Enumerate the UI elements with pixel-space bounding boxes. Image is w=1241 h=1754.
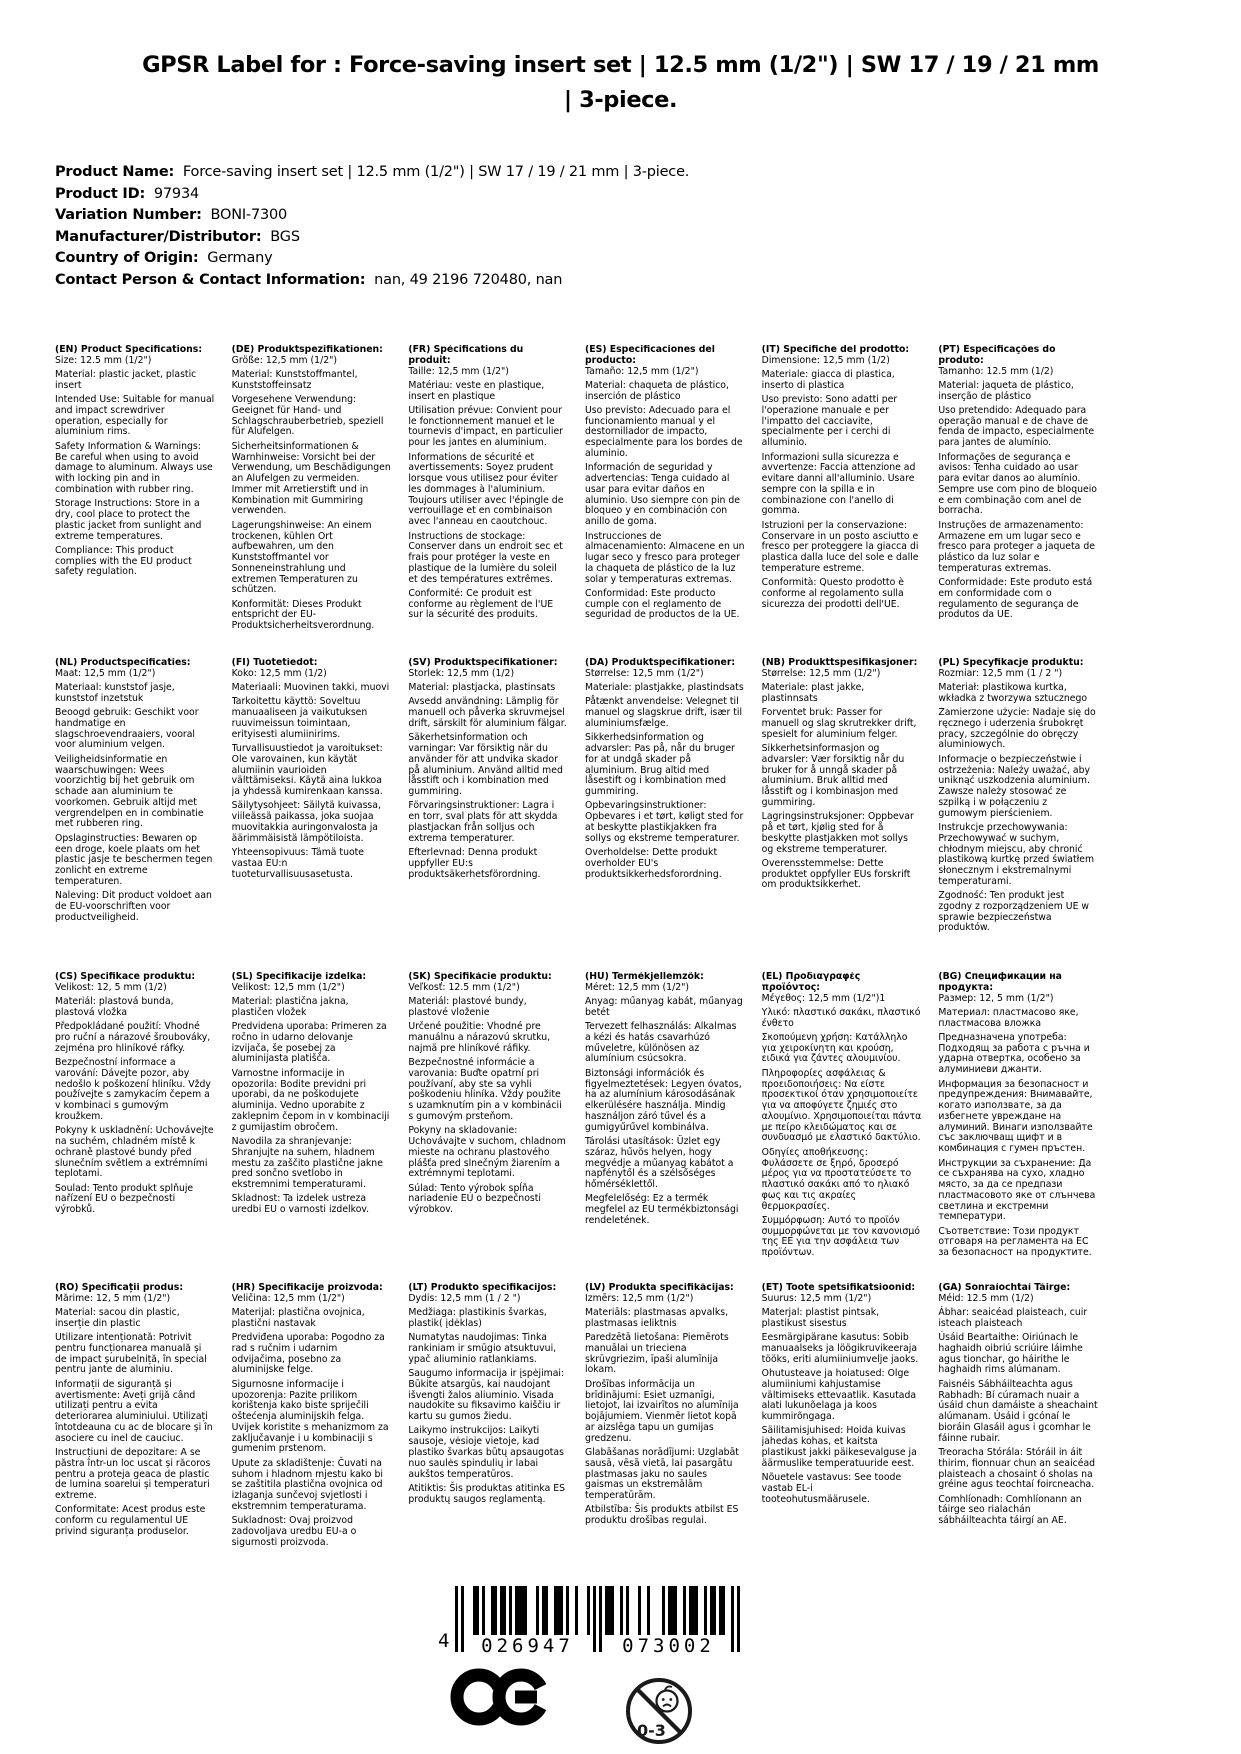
lang-block-heading: (HU) Termékjellemzők: (585, 972, 704, 982)
lang-block-paragraph: Utilisation prévue: Convient pour le fonctionnement manuel et le tournevis d'impact, en particulier pour les jantes en aluminium. (408, 404, 563, 449)
lang-block-paragraph: Mărime: 12, 5 mm (1/2") (55, 1292, 171, 1304)
product-info-label: Product ID: (55, 185, 146, 202)
lang-block-paragraph: Conformité: Ce produit est conforme au règlement de l'UE sur la sécurité des produits. (408, 587, 554, 621)
lang-block-fr (408, 345, 568, 658)
lang-block-paragraph: Påtænkt anvendelse: Velegnet til manuel og slagskrue drift, især til aluminiumsfælge. (585, 696, 743, 729)
lang-block-es (585, 345, 745, 658)
lang-block-heading: (LT) Produkto specifikacijos: (408, 1283, 557, 1293)
lang-block-paragraph: Materiál: plastové bundy, plastové vloženie (408, 996, 527, 1018)
lang-block-paragraph: Bezpečnostné informácie a varovania: Buďte opatrní pri používaní, aby ste sa vyhli poškodeniu hliníka. Vždy použite s uzamknutím pin a v kombinácii s gumovým prsteňom. (408, 1056, 562, 1122)
lang-block-paragraph: Informações de segurança e avisos: Tenha cuidado ao usar para evitar danos ao alumínio. Sempre use com pino de bloqueio e em combinação com anel de borracha. (938, 451, 1097, 517)
lang-block-paragraph: Tervezett felhasználás: Alkalmas a kézi és hatás csavarhúzó műveletre, különösen az alumínium csúcsokra. (585, 1021, 737, 1065)
lang-block-paragraph: Σκοπούμενη χρήση: Κατάλληλο για χειροκίνητη και κρούση, ειδικά για ζάντες αλουμινίου. (761, 1031, 908, 1065)
lang-block-paragraph: Overensstemmelse: Dette produktet oppfyller EUs forskrift om produktsikkerhet. (761, 857, 911, 891)
product-info-row (55, 205, 689, 227)
lang-block-paragraph: Sikkerhetsinformasjon og advarsler: Vær forsiktig når du bruker for å unngå skader på aluminium. Bruk alltid med låsstift og i kombinasjon med gummiring. (761, 742, 905, 808)
lang-block-paragraph: Conformitate: Acest produs este conform cu regulamentul UE privind siguranța produselor. (55, 1504, 206, 1537)
lang-block-paragraph: Soulad: Tento produkt splňuje nařízení EU o bezpečnosti výrobků. (55, 1182, 194, 1216)
lang-block-paragraph: Förvaringsinstruktioner: Lagra i en torr, sval plats för att skydda plastjackan från solljus och extrema temperaturer. (408, 800, 558, 844)
lang-block-paragraph: Säilytysohjeet: Säilytä kuivassa, viileässä paikassa, joka suojaa muovitakkia auringonvalosta ja äärimmäisistä lämpötiloista. (231, 800, 381, 844)
lang-block-paragraph: Размер: 12, 5 mm (1/2") (938, 992, 1054, 1004)
product-info-label: Contact Person & Contact Information: (55, 271, 366, 288)
lang-block-paragraph: Opslaginstructies: Bewaren op een droge, koele plaats om het plastic jasje te beschermen tegen zonlicht en extreme temperaturen. (55, 832, 213, 887)
age-warning-icon (620, 1670, 698, 1752)
lang-block-paragraph: Materiaal: kunststof jasje, kunststof inzetstuk (55, 682, 175, 704)
lang-block-et (762, 1283, 922, 1548)
lang-block-paragraph: Turvallisuustiedot ja varoitukset: Ole varovainen, kun käytät alumiinin vaurioiden välttämiseksi. Käytä aina lukkoa ja yhdessä kumirenkaan kanssa. (231, 742, 383, 798)
lang-block-paragraph: Lagringsinstruksjoner: Oppbevar på et tørt, kjølig sted for å beskytte plastjakken mot sollys og ekstreme temperaturer. (761, 811, 914, 855)
lang-block-paragraph: Uso previsto: Adecuado para el funcionamiento manual y el destornillador de impacto, especialmente para los bordes de aluminio. (585, 404, 743, 460)
lang-block-paragraph: Material: plastic jacket, plastic insert (55, 369, 197, 391)
lang-block-paragraph: Atitiktis: Šis produktas atitinka ES produktų saugos reglamentą. (408, 1482, 566, 1505)
lang-block-ga (938, 1283, 1098, 1548)
lang-block-paragraph: Varnostne informacije in opozorila: Bodite previdni pri uporabi, da ne poškodujete aluminija. Vedno uporabite z zaklepnim čepom in v kombinaciji z gumijastim obročem. (231, 1067, 390, 1133)
lang-block-paragraph: Instrukcje przechowywania: Przechowywać w suchym, chłodnym miejscu, aby chronić plastikową kurtkę przed światłem słonecznym i ekstremalnymi temperaturami. (938, 821, 1095, 887)
lang-block-paragraph: Ohutusteave ja hoiatused: Olge alumiiniumi kahjustamise vältimiseks ettevaatlik. Kasutada alati lukunõelaga ja koos kummirõngaga. (761, 1367, 917, 1423)
lang-block-heading: (SK) Špecifikácie produktu: (408, 972, 552, 982)
lang-block-paragraph: Atbilstība: Šis produkts atbilst ES produktu drošības regulai. (585, 1504, 739, 1527)
lang-block-paragraph: Naleving: Dit product voldoet aan de EU-voorschriften voor productveiligheid. (55, 890, 212, 923)
lang-block-paragraph: Informații de siguranță și avertismente: Aveți grijă când utilizați pentru a evita deteriorarea aluminiului. Utilizați întotdeauna cu ac de blocare și în asociere cu inel de cauciuc. (55, 1378, 213, 1444)
product-info-value: Germany (198, 250, 273, 266)
product-info-label: Manufacturer/Distributor: (55, 228, 262, 245)
lang-block-paragraph: Úsáid Beartaithe: Oiriúnach le haghaidh oibriú scriúire láimhe agus tionchar, go háirithe le haghaidh rims alúmanam. (938, 1332, 1083, 1376)
lang-block-paragraph: Izmērs: 12,5 mm (1/2") (585, 1292, 694, 1304)
lang-block-paragraph: Materiál: plastová bunda, plastová vložka (55, 996, 174, 1018)
lang-block-paragraph: Materiale: giacca di plastica, inserto di plastica (761, 369, 895, 391)
lang-block-paragraph: Veličina: 12,5 mm (1/2") (231, 1292, 345, 1304)
lang-block-paragraph: Material: Kunststoffmantel, Kunststoffeinsatz (231, 369, 358, 391)
lang-block-paragraph: Megfelelőség: Ez a termék megfelel az EU termékbiztonsági rendeletének. (585, 1193, 739, 1226)
language-grid (55, 345, 1098, 1548)
product-info-row (55, 162, 689, 184)
product-info-row (55, 227, 689, 249)
product-info-value: Force-saving insert set | 12.5 mm (1/2") | SW 17 / 19 / 21 mm | 3-piece. (174, 164, 690, 180)
lang-block-paragraph: Intended Use: Suitable for manual and impact screwdriver operation, especially for aluminium rims. (55, 394, 215, 438)
lang-block-paragraph: Instruções de armazenamento: Armazene em um lugar seco e fresco para proteger a jaqueta de plástico da luz solar e temperaturas extremas. (938, 519, 1095, 574)
lang-block-paragraph: Съответствие: Този продукт отговаря на регламента на ЕС за безопасност на продуктите. (938, 1225, 1092, 1259)
lang-block-paragraph: Bezpečnostní informace a varování: Dávejte pozor, aby nedošlo k poškození hliníku. Vždy používejte s zamykacím čepem a v kombinaci s gumovým kroužkem. (55, 1056, 211, 1122)
lang-block-paragraph: Tarkoitettu käyttö: Soveltuu manuaaliseen ja vaikutuksen ruuvimeissun toimintaan, erityisesti alumiinirims. (231, 696, 368, 740)
product-info-value: BONI-7300 (201, 207, 288, 223)
lang-block-paragraph: Rozmiar: 12,5 mm (1 / 2 ") (938, 667, 1063, 679)
lang-block-paragraph: Faisnéis Sábháilteachta agus Rabhadh: Bí cúramach nuair a úsáid chun damáiste a sheachaint alúmanam. Úsáid i gcónaí le bioráin Glasáil agus i gcomhar le fáinne rubair. (938, 1378, 1098, 1444)
product-info-value: BGS (261, 228, 300, 245)
lang-block-paragraph: Navodila za shranjevanje: Shranjujte na suhem, hladnem mestu za zaščito plastične jakne pred sončno svetlobo in ekstremnimi temperaturami. (231, 1135, 383, 1191)
lang-block-sl (232, 972, 392, 1283)
lang-block-paragraph: Medžiaga: plastikinis švarkas, plastik( įdėklas) (408, 1307, 547, 1329)
baby-face-icon (657, 1691, 678, 1712)
lang-block-heading: (PT) Especificações do produto: (938, 345, 1056, 366)
lang-block-paragraph: Compliance: This product complies with the EU product safety regulation. (55, 544, 192, 578)
lang-block-paragraph: Größe: 12,5 mm (1/2") (231, 354, 338, 366)
ce-mark-label (0, 0, 1, 1)
lang-block-paragraph: Efterlevnad: Denna produkt uppfyller EU:s produktsäkerhetsförordning. (408, 847, 541, 880)
lang-block-heading: (HR) Specifikacije proizvoda: (231, 1283, 383, 1293)
lang-block-paragraph: Nõuetele vastavus: See toode vastab EL-i tooteohutusmäärusele. (761, 1472, 902, 1505)
lang-block-el (762, 972, 922, 1283)
lang-block-paragraph: Pokyny k uskladnění: Uchovávejte na suchém, chladném místě k ochraně plastové bundy před slunečním světlem a extrémními teplotami. (55, 1125, 214, 1180)
lang-block-paragraph: Sikkerhedsinformation og advarsler: Pas på, når du bruger for at undgå skader på aluminium. Brug altid med låsestift og i kombination med gummiring. (585, 732, 735, 798)
product-info-row (55, 184, 689, 206)
lang-block-paragraph: Materiaali: Muovinen takki, muovi (231, 682, 390, 694)
lang-block-paragraph: Materjal: plastist pintsak, plastikust sisestus (761, 1307, 880, 1329)
lang-block-cs (55, 972, 215, 1283)
lang-block-paragraph: Informazioni sulla sicurezza e avvertenze: Faccia attenzione ad evitare danni all'alluminio. Usare sempre con la spilla e in combinazione con l'anello di gomma. (761, 451, 916, 517)
lang-block-paragraph: Conformidad: Este producto cumple con el reglamento de seguridad de productos de la UE. (585, 587, 740, 621)
lang-block-paragraph: Laikymo instrukcijos: Laikyti sausoje, vėsioje vietoje, kad plastiko švarkas būtų apsaugotas nuo saulės spindulių ir labai aukštos temperatūros. (408, 1425, 564, 1480)
lang-block-da (585, 658, 745, 972)
lang-block-paragraph: Numatytas naudojimas: Tinka rankiniam ir smūgio atsuktuvui, ypač aliuminio ratlankiams. (408, 1332, 557, 1365)
lang-block-heading: (PL) Specyfikacje produktu: (938, 658, 1084, 668)
lang-block-ro (55, 1283, 215, 1548)
lang-block-en (55, 345, 215, 658)
lang-block-paragraph: Tamaño: 12,5 mm (1/2") (585, 365, 699, 377)
lang-block-heading: (EL) Προδιαγραφές προϊόντος: (761, 972, 861, 993)
lang-block-paragraph: Upute za skladištenje: Čuvati na suhom i hladnom mjestu kako bi se zaštitila plastična ovojnica od izlaganja sunčevoj svjetlosti i ekstremnim temperaturama. (231, 1457, 383, 1512)
lang-block-de (232, 345, 392, 658)
lang-block-paragraph: Størrelse: 12,5 mm (1/2") (761, 667, 881, 679)
lang-block-paragraph: Materiał: plastikowa kurtka, wkładka z tworzywa sztucznego (938, 682, 1088, 704)
lang-block-bg (938, 972, 1098, 1283)
lang-block-paragraph: Υλικό: πλαστικό σακάκι, πλαστικό ένθετο (761, 1006, 921, 1029)
lang-block-paragraph: Säkerhetsinformation och varningar: Var försiktig när du använder för att undvika skador på aluminium. Använd alltid med låsstift och i kombination med gummiring. (408, 732, 563, 798)
lang-block-paragraph: Material: plastjacka, plastinsats (408, 682, 556, 694)
lang-block-paragraph: Informations de sécurité et avertissements: Soyez prudent lorsque vous utilisez pour éviter les dommages à l'aluminium. Toujours utiliser avec l'épingle de verrouillage et en combinaison avec l'anneau en caoutchouc. (408, 451, 564, 528)
lang-block-paragraph: Material: chaqueta de plástico, inserción de plástico (585, 379, 729, 402)
product-info-label: Variation Number: (55, 207, 202, 223)
lang-block-paragraph: Anyag: műanyag kabát, műanyag betét (585, 996, 743, 1018)
lang-block-paragraph: Zamierzone użycie: Nadaje się do ręcznego i uderzenia śrubokręt pracy, szczególnie do obręczy aluminiowych. (938, 707, 1096, 751)
product-info-value: nan, 49 2196 720480, nan (365, 271, 563, 288)
lang-block-paragraph: Konformität: Dieses Produkt entspricht der EU-Produktsicherheitsverordnung. (231, 598, 375, 632)
lang-block-paragraph: Avsedd användning: Lämplig för manuell och påverka skruvmejsel drift, särskilt för aluminium fälgar. (408, 696, 567, 729)
age-warning-label: 0-3 (637, 1721, 666, 1740)
lang-block-paragraph: Tárolási utasítások: Üzlet egy száraz, hűvös helyen, hogy megvédje a műanyag kabátot a napfénytől és a szélsőséges hőmérséklettől. (585, 1135, 734, 1191)
barcode (438, 1586, 740, 1657)
lang-block-paragraph: Materiale: plastjakke, plastindsats (585, 682, 744, 694)
lang-block-paragraph: Conformità: Questo prodotto è conforme al regolamento sulla sicurezza dei prodotti dell'UE. (761, 577, 904, 610)
lang-block-paragraph: Πληροφορίες ασφάλειας & προειδοποιήσεις: Να είστε προσεκτικοί όταν χρησιμοποιείτε για να αποφύγετε ζημιές στο αλουμίνιο. Χρησιμοποιείται πάντα με πείρο κλειδώματος και σε συνδυασμό με ελαστικό δακτύλιο. (761, 1067, 922, 1144)
lang-block-paragraph: Pokyny na skladovanie: Uchovávajte v suchom, chladnom mieste na ochranu plastového plášťa pred slnečným žiarením a extrémnymi teplotami. (408, 1125, 566, 1180)
barcode-bars (455, 1586, 740, 1657)
lang-block-paragraph: Skladnost: Ta izdelek ustreza uredbi EU o varnosti izdelkov. (231, 1193, 370, 1216)
lang-block-heading: (LV) Produkta specifikācijas: (585, 1283, 734, 1293)
lang-block-paragraph: Materiāls: plastmasas apvalks, plastmasas ieliktnis (585, 1307, 729, 1329)
lang-block-sv (408, 658, 568, 972)
lang-block-paragraph: Veiligheidsinformatie en waarschuwingen: Wees voorzichtig bij het gebruik om schade aan aluminium te voorkomen. Gebruik altijd met vergrendelpen en in combinatie met rubberen ring. (55, 753, 204, 830)
lang-block-paragraph: Sigurnosne informacije i upozorenja: Pazite prilikom korištenja kako biste spriječili oštećenja aluminijskih felga. Uvijek koristite s mehanizmom za zaključavanje i u kombinaciji s gumenim prstenom. (231, 1378, 389, 1455)
lang-block-heading: (SL) Specifikacije izdelka: (231, 972, 367, 982)
lang-block-paragraph: Koko: 12,5 mm (1/2) (231, 667, 327, 679)
lang-block-heading: (EN) Product Specifications: (55, 345, 203, 355)
lang-block-paragraph: Treoracha Stórála: Stóráil in áit thirim, fionnuar chun an seaicéad plaisteach a chosaint ó sholas na gréine agus teochtaí foircneacha. (938, 1446, 1096, 1491)
lang-block-paragraph: Súlad: Tento výrobok spĺňa nariadenie EÚ o bezpečnosti výrobkov. (408, 1182, 541, 1216)
lang-block-paragraph: Información de seguridad y advertencias: Tenga cuidado al usar para evitar daños en aluminio. Uso siempre con pin de bloqueo y en combinación con anillo de goma. (585, 462, 741, 528)
lang-block-paragraph: Suurus: 12,5 mm (1/2") (761, 1292, 872, 1304)
lang-block-paragraph: Materiale: plast jakke, plastinnsats (761, 682, 865, 704)
product-info-row (55, 248, 689, 270)
lang-block-paragraph: Dydis: 12,5 mm (1 / 2 ") (408, 1292, 521, 1304)
lang-block-paragraph: Uso previsto: Sono adatti per l'operazione manuale e per l'impatto del cacciavite, specialmente per i cerchi di alluminio. (761, 394, 898, 449)
lang-block-paragraph: Predvidena uporaba: Primeren za ročno in udarno delovanje izvijača, še posebej za aluminijasta platišča. (231, 1021, 387, 1065)
lang-block-paragraph: Opbevaringsinstruktioner: Opbevares i et tørt, køligt sted for at beskytte plastikjakken fra sollys og ekstreme temperaturer. (585, 800, 744, 844)
lang-block-paragraph: Material: plastična jakna, plastičen vložek (231, 996, 349, 1018)
lang-block-paragraph: Méret: 12,5 mm (1/2") (585, 981, 690, 993)
lang-block-paragraph: Beoogd gebruik: Geschikt voor handmatige en slagschroevendraaiers, vooral voor aluminium velgen. (55, 707, 199, 751)
barcode-digits-right: 073002 (605, 1635, 731, 1657)
lang-block-pl (938, 658, 1098, 972)
lang-block-heading: (NL) Productspecificaties: (55, 658, 191, 668)
lang-block-paragraph: Tamanho: 12.5 mm (1/2) (938, 365, 1054, 377)
lang-block-paragraph: Sukladnost: Ovaj proizvod zadovoljava uredbu EU-a o sigurnosti proizvoda. (231, 1515, 357, 1548)
lang-block-paragraph: Určené použitie: Vhodné pre manuálnu a nárazovú skrutku, najmä pre hliníkové ráfiky. (408, 1021, 551, 1054)
lang-block-nb (762, 658, 922, 972)
lang-block-paragraph: Istruzioni per la conservazione: Conservare in un posto asciutto e fresco per proteggere la giacca di plastica dalla luce del sole e dalle temperature estreme. (761, 519, 919, 574)
page-title: GPSR Label for : Force-saving insert set | 12.5 mm (1/2") | SW 17 / 19 / 21 mm | 3-piece. (142, 52, 1099, 113)
lang-block-paragraph: Material: jaqueta de plástico, inserção de plástico (938, 379, 1074, 402)
lang-block-paragraph: Paredzētā lietošana: Piemērots manuālai un trieciena skrūvgriezim, īpaši alumīnija lokam. (585, 1332, 729, 1376)
lang-block-paragraph: Comhlíonadh: Comhlíonann an táirge seo rialachán sábháilteachta táirgí an AE. (938, 1493, 1082, 1527)
lang-block-paragraph: Veľkosť: 12.5 mm (1/2") (408, 981, 520, 993)
lang-block-heading: (DE) Produktspezifikationen: (231, 345, 383, 355)
product-info-row (55, 270, 689, 292)
lang-block-heading: (FR) Spécifications du produit: (408, 345, 524, 366)
lang-block-paragraph: Материал: пластмасово яке, пластмасова вложка (938, 1006, 1079, 1029)
lang-block-hu (585, 972, 745, 1283)
lang-block-paragraph: Uso pretendido: Adequado para operação manual e de chave de fenda de impacto, especialmente para jantes de alumínio. (938, 404, 1095, 449)
lang-block-it (762, 345, 922, 658)
lang-block-heading: (FI) Tuotetiedot: (231, 658, 318, 668)
lang-block-paragraph: Instrucțiuni de depozitare: A se păstra într-un loc uscat și răcoros pentru a proteja geaca de plastic de lumina soarelui și temperaturi extreme. (55, 1446, 211, 1502)
lang-block-heading: (BG) Спецификации на продукта: (938, 972, 1062, 993)
lang-block-paragraph: Glabāšanas norādījumi: Uzglabāt sausā, vēsā vietā, lai pasargātu plastmasas jaku no saules gaismas un ekstremālām temperatūrām. (585, 1446, 739, 1502)
lang-block-paragraph: Säilitamisjuhised: Hoida kuivas jahedas kohas, et kaitsta plastikust jakki päikesevalguse ja äärmuslike temperatuuride eest. (761, 1425, 917, 1469)
lang-block-paragraph: Lagerungshinweise: An einem trockenen, kühlen Ort aufbewahren, um den Kunststoffmantel vor Sonneneinstrahlung und extremen Temperaturen zu schützen. (231, 519, 372, 596)
lang-block-paragraph: Informacje o bezpieczeństwie i ostrzeżenia: Należy uważać, aby uniknąć uszkodzenia aluminium. Zawsze należy stosować ze szpilką i w połączeniu z gumowym pierścieniem. (938, 753, 1090, 819)
lang-block-paragraph: Instrucciones de almacenamiento: Almacene en un lugar seco y fresco para proteger la chaqueta de plástico de la luz solar y temperaturas extremas. (585, 530, 745, 585)
lang-block-heading: (RO) Specificații produs: (55, 1283, 184, 1293)
product-info (55, 162, 689, 291)
lang-block-paragraph: Utilizare intenționată: Potrivit pentru funcționarea manuală și de impact șurubelniță, în special pentru jante de aluminiu. (55, 1332, 207, 1376)
lang-block-paragraph: Μέγεθος: 12,5 mm (1/2")1 (761, 992, 886, 1004)
lang-block-paragraph: Taille: 12,5 mm (1/2") (408, 365, 509, 377)
lang-block-paragraph: Dimensione: 12,5 mm (1/2) (761, 354, 890, 366)
lang-block-heading: (NB) Produkttspesifikasjoner: (761, 658, 918, 668)
lang-block-paragraph: Συμμόρφωση: Αυτό το προϊόν συμμορφώνεται με τον κανονισμό της ΕΕ για την ασφάλεια των προϊόντων. (761, 1214, 920, 1259)
ce-mark-icon (450, 1664, 550, 1730)
product-info-label: Country of Origin: (55, 250, 199, 266)
product-info-value: 97934 (145, 185, 199, 202)
lang-block-fi (232, 658, 392, 972)
lang-block-paragraph: Zgodność: Ten produkt jest zgodny z rozporządzeniem UE w sprawie bezpieczeństwa produktów. (938, 890, 1090, 934)
lang-block-paragraph: Ábhar: seaicéad plaisteach, cuir isteach plaisteach (938, 1307, 1088, 1329)
barcode-digits-left: 026947 (464, 1635, 590, 1657)
lang-block-pt (938, 345, 1098, 658)
lang-block-heading: (ET) Toote spetsifikatsioonid: (761, 1283, 916, 1293)
lang-block-paragraph: Predviđena uporaba: Pogodno za rad s ručnim i udarnim odvijačima, posebno za aluminijske felge. (231, 1332, 385, 1376)
lang-block-paragraph: Overholdelse: Dette produkt overholder EU's produktsikkerhedsforordning. (585, 847, 722, 880)
lang-block-paragraph: Storlek: 12,5 mm (1/2) (408, 667, 515, 679)
lang-block-heading: (ES) Especificaciones del producto: (585, 345, 715, 366)
lang-block-paragraph: Size: 12.5 mm (1/2") (55, 354, 152, 366)
lang-block-paragraph: Matériau: veste en plastique, insert en plastique (408, 379, 545, 402)
lang-block-heading: (GA) Sonraíochtaí Táirge: (938, 1283, 1071, 1293)
lang-block-heading: (CS) Specifikace produktu: (55, 972, 196, 982)
lang-block-paragraph: Méid: 12.5 mm (1/2) (938, 1292, 1034, 1304)
lang-block-paragraph: Инструкции за съхранение: Да се съхранява на сухо, хладно място, за да се предпази пластмасовото яке от слънчева светлина и екстремни температури. (938, 1157, 1096, 1223)
lang-block-paragraph: Předpokládané použití: Vhodné pro ruční a nárazové šroubováky, zejména pro hliníkové ráfky. (55, 1021, 211, 1054)
lang-block-paragraph: Οδηγίες αποθήκευσης: Φυλάσσετε σε ξηρό, δροσερό μέρος για να προστατεύσετε το πλαστικό σακάκι από το ηλιακό φως και τις ακραίες θερμοκρασίες. (761, 1146, 912, 1212)
lang-block-paragraph: Vorgesehene Verwendung: Geeignet für Hand- und Schlagschrauberbetrieb, speziell für Alufelgen. (231, 394, 384, 438)
lang-block-heading: (DA) Produktspecifikationer: (585, 658, 736, 668)
lang-block-paragraph: Safety Information & Warnings: Be careful when using to avoid damage to aluminum. Always use with locking pin and in combination with rubber ring. (55, 440, 213, 495)
lang-block-paragraph: Storage Instructions: Store in a dry, cool place to protect the plastic jacket from sunlight and extreme temperatures. (55, 498, 202, 542)
lang-block-paragraph: Yhteensopivuus: Tämä tuote vastaa EU:n tuoteturvallisuusasetusta. (231, 847, 365, 880)
barcode-leading-digit: 4 (438, 1630, 450, 1652)
lang-block-paragraph: Eesmärgipärane kasutus: Sobib manuaalseks ja löögikruvikeeraja tööks, eriti alumiiniumvelje jaoks. (761, 1332, 919, 1365)
lang-block-paragraph: Velikost: 12,5 mm (1/2") (231, 981, 345, 993)
lang-block-paragraph: Material: sacou din plastic, inserție din plastic (55, 1307, 180, 1329)
lang-block-lv (585, 1283, 745, 1548)
lang-block-lt (408, 1283, 568, 1548)
lang-block-paragraph: Velikost: 12, 5 mm (1/2) (55, 981, 167, 993)
lang-block-paragraph: Instructions de stockage: Conserver dans un endroit sec et frais pour protéger la veste en plastique de la lumière du soleil et des températures extrêmes. (408, 530, 563, 585)
lang-block-heading: (SV) Produktspecifikationer: (408, 658, 558, 668)
lang-block-paragraph: Conformidade: Este produto está em conformidade com o regulamento de segurança de produtos da UE. (938, 577, 1093, 621)
lang-block-paragraph: Biztonsági információk és figyelmeztetések: Legyen óvatos, ha az alumínium károsodásának elkerülésére használja. Mindig használjon záró tűvel és a gumigyűrűvel kombinálva. (585, 1067, 742, 1133)
lang-block-paragraph: Предназначена употреба: Подходящ за работа с ръчна и ударна отвертка, особено за алуминиеви джанти. (938, 1031, 1090, 1076)
lang-block-paragraph: Størrelse: 12,5 mm (1/2") (585, 667, 704, 679)
lang-block-paragraph: Saugumo informacija ir įspėjimai: Būkite atsargūs, kai naudojant išvengti žalos aliuminio. Visada naudokite su fiksavimo kaiščiu ir kartu su gumos žiedu. (408, 1367, 565, 1423)
product-info-label: Product Name: (55, 164, 175, 180)
lang-block-paragraph: Materijal: plastična ovojnica, plastični nastavak (231, 1307, 365, 1329)
lang-block-paragraph: Информация за безопасност и предупреждения: Внимавайте, когато използвате, за да избегнете увреждане на алуминий. Винаги използвайте със заключващ щифт и в комбинация с гумен пръстен. (938, 1078, 1093, 1155)
lang-block-sk (408, 972, 568, 1283)
lang-block-hr (232, 1283, 392, 1548)
lang-block-paragraph: Drošības informācija un brīdinājumi: Esiet uzmanīgi, lietojot, lai izvairītos no alumīnija bojājumiem. Vienmēr lietot kopā ar aizslēga tapu un gumijas gredzenu. (585, 1378, 739, 1444)
lang-block-paragraph: Maat: 12,5 mm (1/2") (55, 667, 156, 679)
lang-block-paragraph: Sicherheitsinformationen & Warnhinweise: Vorsicht bei der Verwendung, um Beschädigungen an Alufelgen zu vermeiden. Immer mit Arretierstift und in Kombination mit Gummiring verwenden. (231, 440, 391, 517)
lang-block-paragraph: Forventet bruk: Passer for manuell og slag skrutrekker drift, spesielt for aluminium felger. (761, 707, 917, 740)
lang-block-nl (55, 658, 215, 972)
lang-block-heading: (IT) Specifiche del prodotto: (761, 345, 910, 355)
